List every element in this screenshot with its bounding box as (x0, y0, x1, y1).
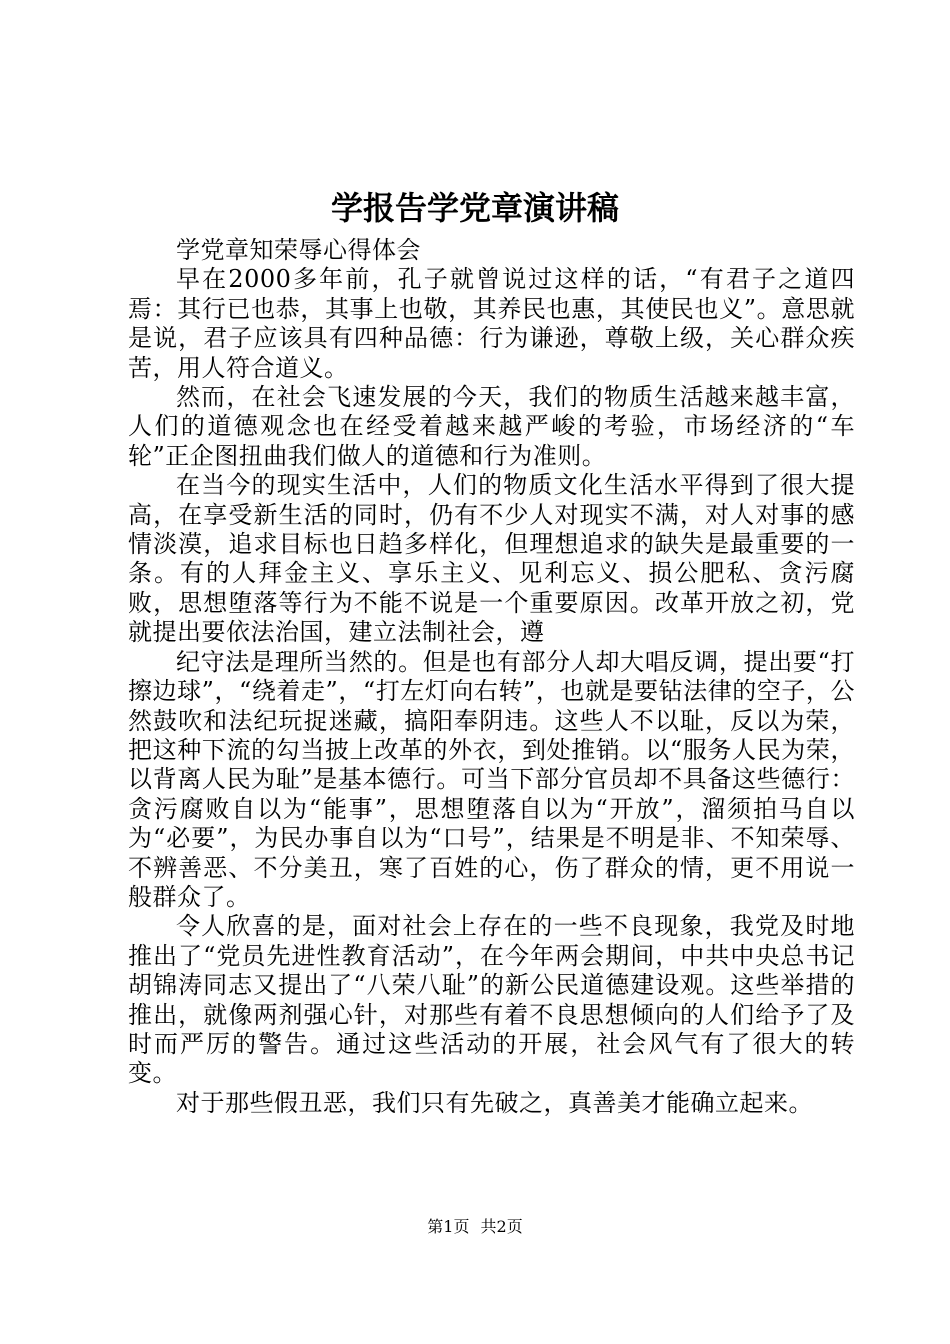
page-total: 共2页 (480, 1217, 523, 1236)
paragraph: 在当今的现实生活中，人们的物质文化生活水平得到了很大提高，在享受新生活的同时，仍有不少人对现实不满，对人对事的感情淡漠，追求目标也日趋多样化，但理想追求的缺失是最重要的一条。有的人拜金主义、享乐主义、见利忘义、损公肥私、贪污腐败，思想堕落等行为不能不说是一个重要原因。改革开放之初，党就提出要依法治国，建立法制社会，遵 (128, 471, 855, 647)
document-title: 学报告学党章演讲稿 (330, 189, 619, 227)
document-body (128, 236, 855, 1118)
page-footer (0, 1216, 950, 1238)
paragraph: 纪守法是理所当然的。但是也有部分人却大唱反调，提出要“打擦边球”，“绕着走”，“打左灯向右转”，也就是要钻法律的空子，公然鼓吹和法纪玩捉迷藏，搞阳奉阴违。这些人不以耻，反以为荣，把这种下流的勾当披上改革的外衣，到处推销。以“服务人民为荣，以背离人民为耻”是基本德行。可当下部分官员却不具备这些德行：贪污腐败自以为“能事”，思想堕落自以为“开放”，溜须拍马自以为“必要”，为民办事自以为“口号”，结果是不明是非、不知荣辱、不辨善恶、不分美丑，寒了百姓的心，伤了群众的情，更不用说一般群众了。 (128, 647, 855, 911)
paragraph: 令人欣喜的是，面对社会上存在的一些不良现象，我党及时地推出了“党员先进性教育活动”，在今年两会期间，中共中央总书记胡锦涛同志又提出了“八荣八耻”的新公民道德建设观。这些举措的推出，就像两剂强心针，对那些有着不良思想倾向的人们给予了及时而严厉的警告。通过这些活动的开展，社会风气有了很大的转变。 (128, 912, 855, 1088)
paragraph: 然而，在社会飞速发展的今天，我们的物质生活越来越丰富，人们的道德观念也在经受着越来越严峻的考验，市场经济的“车轮”正企图扭曲我们做人的道德和行为准则。 (128, 383, 855, 470)
paragraph: 早在2000多年前，孔子就曾说过这样的话，“有君子之道四焉：其行已也恭，其事上也敬，其养民也惠，其使民也义”。意思就是说，君子应该具有四种品德：行为谦逊，尊敬上级，关心群众疾苦，用人符合道义。 (128, 265, 855, 382)
paragraph-subtitle: 学党章知荣辱心得体会 (176, 236, 421, 264)
paragraph: 对于那些假丑恶，我们只有先破之，真善美才能确立起来。 (176, 1088, 813, 1117)
page-number: 第1页 (427, 1217, 470, 1236)
